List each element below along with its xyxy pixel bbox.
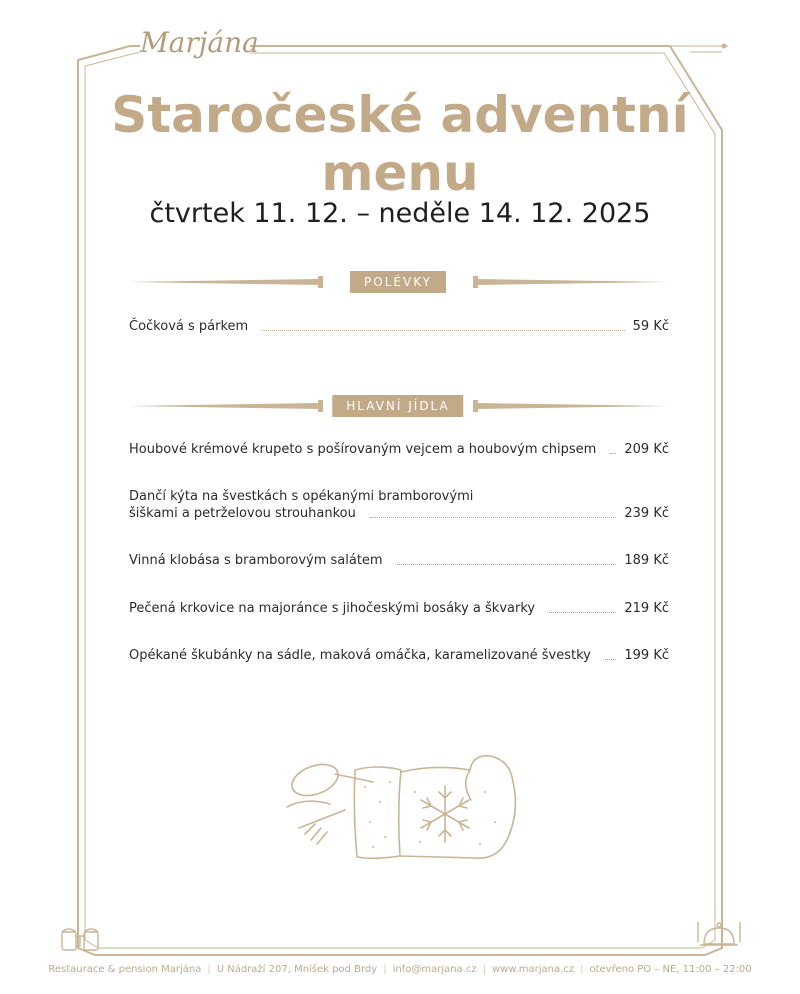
footer: [0, 964, 800, 975]
leader-dots: [262, 329, 624, 331]
menu-item-name: Čočková s párkem: [129, 319, 249, 334]
leader-dots: [397, 563, 617, 565]
menu-item: [129, 441, 669, 458]
footer-address: U Nádraží 207, Mníšek pod Brdy: [216, 964, 378, 975]
menu-item-name: Pečená krkovice na majoránce s jihočeskými bosáky a škvarky: [129, 601, 536, 616]
menu-item-price: 189 Kč: [624, 553, 669, 568]
menu-title: [0, 86, 800, 202]
leader-dots: [370, 516, 617, 518]
leader-dots: [610, 452, 616, 454]
menu-item: [129, 552, 669, 569]
beer-mugs-icon: [58, 924, 104, 952]
menu-item-price: 219 Kč: [624, 601, 669, 616]
menu-item: [129, 318, 669, 335]
section-label-soups: POLÉVKY: [350, 271, 446, 293]
menu-title-line2: menu: [321, 144, 479, 202]
footer-separator: |: [383, 964, 387, 975]
menu-item-name: Opékané škubánky na sádle, maková omáčka, karamelizované švestky: [129, 648, 591, 663]
menu-item: [129, 488, 669, 522]
leader-dots: [549, 611, 616, 613]
date-range: čtvrtek 11. 12. – neděle 14. 12. 2025: [149, 198, 651, 229]
menu-item-price: 209 Kč: [624, 442, 669, 457]
leader-dots: [605, 658, 617, 660]
footer-hours: otevřeno PO – NE, 11:00 – 22:00: [589, 964, 752, 975]
section-header-soups: [128, 270, 668, 294]
menu-item-name: Houbové krémové krupeto s pošírovaným vejcem a houbovým chipsem: [129, 442, 597, 457]
menu-item-price: 59 Kč: [632, 319, 669, 334]
menu-item-name: Vinná klobása s bramborovým salátem: [129, 553, 383, 568]
menu-item: [129, 600, 669, 617]
footer-venue: Restaurace & pension Marjána: [48, 964, 202, 975]
menu-item-price: 239 Kč: [624, 506, 669, 521]
footer-web[interactable]: www.marjana.cz: [492, 964, 575, 975]
cloche-icon: [696, 918, 742, 950]
menu-item-name-line2: šiškami a petrželovou strouhankou: [129, 506, 356, 521]
menu-item-price: 199 Kč: [624, 648, 669, 663]
mitten-cutlery-illustration: [285, 752, 520, 867]
menu-item-name-line1: Dančí kýta na švestkách s opékanými bramborovými: [129, 489, 474, 504]
footer-separator: |: [207, 964, 211, 975]
section-header-mains: [128, 394, 668, 418]
brand-logo: Marjána: [140, 26, 259, 59]
footer-email[interactable]: info@marjana.cz: [392, 964, 477, 975]
menu-item: [129, 647, 669, 664]
menu-title-line1: Staročeské adventní: [111, 86, 689, 144]
section-label-mains: HLAVNÍ JÍDLA: [332, 395, 463, 417]
footer-separator: |: [482, 964, 486, 975]
footer-separator: |: [580, 964, 584, 975]
